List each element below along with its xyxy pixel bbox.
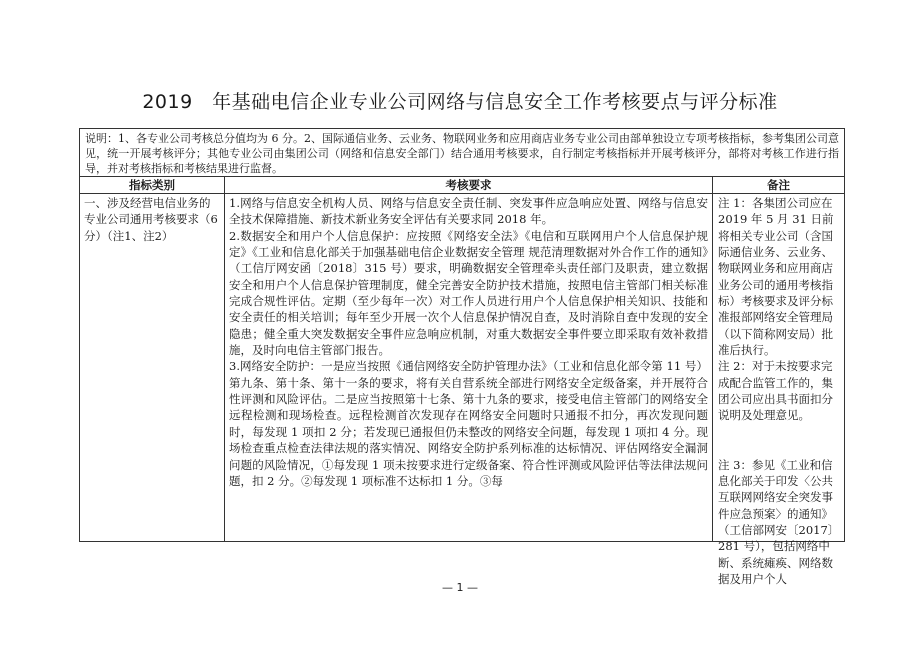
header-requirements: 考核要求 (225, 177, 713, 193)
table-header-row (80, 177, 844, 194)
remarks-cell (713, 194, 844, 586)
page-number: — 1 — (442, 581, 478, 594)
table-row (80, 194, 844, 586)
requirement-item-3: 3.网络安全防护：一是应当按照《通信网络安全防护管理办法》（工业和信息化部令第 11 号）第九条、第十条、第十一条的要求，将有关自营系统全部进行网络安全定级备案，并开展符合性评测和风险评估。二是应当按照第十七条、第十九条的要求，接受电信主管部门的网络安全远程检测和现场检查。远程检测首次发现存在网络安全问题时只通报不扣分，再次发现问题时，每发现 1 项扣 2 分；若发现已通报但仍未整改的网络安全问题，每发现 1 项扣 4 分。现场检查重点检查法律法规的落实情况、网络安全防护系列标准的达标情况、评估网络安全漏洞问题的风险情况，①每发现 1 项未按要求进行定级备案、符合性评测或风险评估等法律法规问题，扣 2 分。②每发现 1 项标准不达标扣 1 分。③每 (229, 359, 708, 488)
header-category: 指标类别 (80, 177, 225, 193)
assessment-table (79, 128, 845, 586)
page-title: 2019 年基础电信企业专业公司网络与信息安全工作考核要点与评分标准 (142, 91, 778, 113)
remark-note-1: 注 1：各集团公司应在 2019 年 5 月 31 日前将相关专业公司（含国际通信业务、云业务、物联网业务和应用商店业务公司的通用考核指标）考核要求及评分标准报部网络安全管理局（以下简称网安局）批准后执行。 (718, 196, 834, 358)
remark-note-2: 注 2：对于未按要求完成配合监管工作的，集团公司应出具书面扣分说明及处理意见。 (718, 359, 833, 423)
category-cell: 一、涉及经营电信业务的专业公司通用考核要求（6分）（注1、注2） (80, 194, 225, 541)
table-notes: 说明：1、各专业公司考核总分值均为 6 分。2、国际通信业务、云业务、物联网业务和应用商店业务专业公司由部单独设立专项考核指标，参考集团公司意见，统一开展考核评分；其他专业公司由集团公司（网络和信息安全部门）结合通用考核要求，自行制定考核指标并开展考核评分，部将对考核工作进行指导，并对考核指标和考核结果进行监督。 (80, 129, 844, 177)
requirement-item-1: 1.网络与信息安全机构人员、网络与信息安全责任制、突发事件应急响应处置、网络与信息安全技术保障措施、新技术新业务安全评估有关要求同 2018 年。 (229, 196, 708, 227)
requirements-cell (225, 194, 713, 541)
header-remarks: 备注 (767, 178, 790, 192)
remark-note-3: 注 3：参见《工业和信息化部关于印发〈公共互联网网络安全突发事件应急预案〉的通知》（工信部网安〔2017〕281 号），包括网络中断、系统瘫痪、网络数据及用户个人 (718, 457, 840, 586)
requirement-item-2: 2.数据安全和用户个人信息保护：应按照《网络安全法》《电信和互联网用户个人信息保护规定》《工业和信息化部关于加强基础电信企业数据安全管理 规范清理数据对外合作工作的通知》（工信厅网安函〔2018〕315 号）要求，明确数据安全管理牵头责任部门及职责，建立数据安全和用户个人信息保护管理制度，健全完善安全防护技术措施，按照电信主管部门相关标准完成合规性评估。定期（至少每年一次）对工作人员进行用户个人信息保护相关知识、技能和安全责任的相关培训；每年至少开展一次个人信息保护情况自查，及时消除自查中发现的安全隐患；健全重大突发数据安全事件应急响应机制，对重大数据安全事件要立即采取有效补救措施，及时向电信主管部门报告。 (229, 228, 708, 358)
